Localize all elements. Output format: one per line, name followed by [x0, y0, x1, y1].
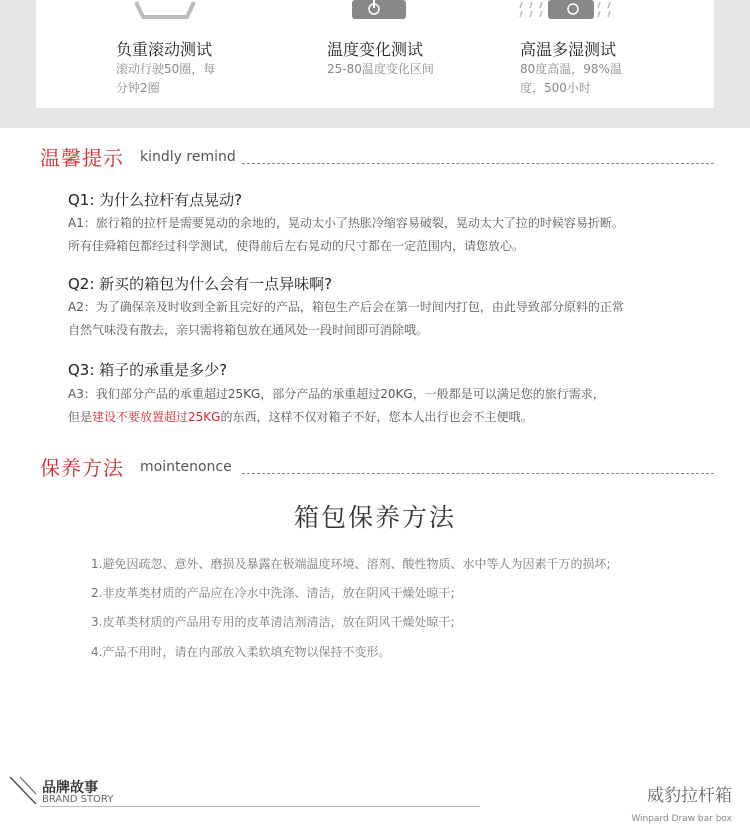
- faq-question: Q2: 新买的箱包为什么会有一点异味啊?: [68, 275, 333, 293]
- test-desc: 滚动行驶50圈，每 分钟2圈: [116, 62, 216, 95]
- faq-answer: A3：我们部分产品的承重超过25KG，部分产品的承重超过20KG，一般都是可以满足您的旅行需求， 但是建设不要放置超过25KG的东西，这样不仅对箱子不好，您本人出行也会不主便哦。: [68, 387, 605, 424]
- test-card: [36, 0, 714, 108]
- warning-text: 建设不要放置超过25KG: [92, 410, 221, 424]
- maintenance-title-cn: 保养方法: [40, 456, 124, 480]
- faq-question: Q3: 箱子的承重是多少?: [68, 361, 228, 379]
- care-heading: 箱包保养方法: [293, 503, 456, 532]
- maintenance-divider: [242, 473, 714, 474]
- rain-box-icon: [518, 0, 618, 24]
- test-title: 高温多湿测试: [520, 40, 617, 59]
- maintenance-title-en: mointenonce: [140, 459, 232, 475]
- slash-mark-icon: [6, 773, 40, 807]
- tips-title-en: kindly remind: [140, 149, 236, 165]
- brand-story-title: 品牌故事: [42, 780, 98, 796]
- footer-divider: [40, 806, 480, 807]
- test-desc: 25-80温度变化区间: [327, 62, 434, 76]
- brand-name-en: Winpard Draw bar box: [631, 814, 732, 824]
- brand-name: 威豹拉杆箱: [647, 786, 732, 806]
- care-item: 2.非皮革类材质的产品应在冷水中洗涤、清洁，放在阴风干燥处晾干;: [91, 586, 455, 600]
- faq-answer: A1：旅行箱的拉杆是需要晃动的余地的，晃动太小了热胀冷缩容易破裂，晃动太大了拉的时候容易折断。 所有佳舜箱包都经过科学测试，使得前后左右晃动的尺寸都在一定范围内，请您放心。: [68, 216, 624, 253]
- brand-story-subtitle: BRAND STORY: [42, 794, 114, 805]
- care-item: 4.产品不用时，请在内部放入柔软填充物以保持不变形。: [91, 645, 391, 659]
- care-item: 3.皮革类材质的产品用专用的皮革清洁剂清洁，放在阴风干燥处晾干;: [91, 615, 455, 629]
- faq-question: Q1: 为什么拉杆有点晃动?: [68, 191, 243, 209]
- wheel-load-icon: [131, 0, 201, 22]
- thermometer-box-icon: [350, 0, 410, 22]
- faq-answer: A2：为了确保亲及时收到全新且完好的产品，箱包生产后会在第一时间内打包，由此导致部分原料的正常 自然气味没有散去，亲只需将箱包放在通风处一段时间即可消除哦。: [68, 300, 624, 337]
- test-title: 温度变化测试: [327, 40, 424, 59]
- tips-title-cn: 温馨提示: [40, 146, 124, 170]
- tips-divider: [242, 163, 714, 164]
- test-desc: 80度高温，98%温 度，500小时: [520, 62, 622, 95]
- test-title: 负重滚动测试: [116, 40, 213, 59]
- care-item: 1.避免因疏忽、意外、磨损及暴露在极端温度环境、溶剂、酸性物质、水中等人为因素千万的损坏;: [91, 557, 611, 571]
- brand-story: [6, 771, 126, 811]
